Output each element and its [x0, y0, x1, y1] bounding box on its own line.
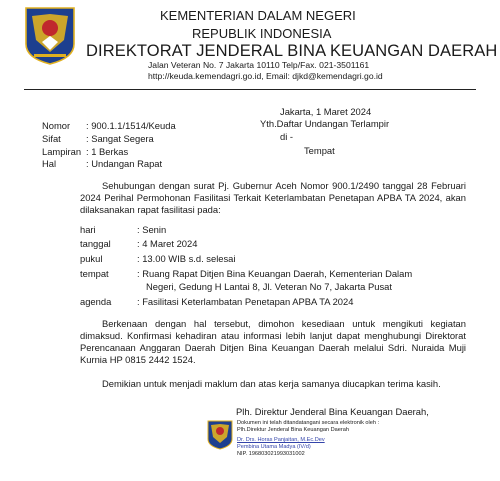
meta-label-lampiran: Lampiran — [42, 146, 82, 157]
detail-value-hari: : Senin — [137, 224, 167, 235]
signatory-nip: NIP. 196803021993031002 — [237, 451, 305, 457]
detail-label-pukul: pukul — [80, 253, 103, 264]
meta-label-hal: Hal — [42, 158, 57, 169]
ministry-name: KEMENTERIAN DALAM NEGERI — [160, 8, 356, 23]
signatory-rank: Pembina Utama Madya (IV/d) — [237, 444, 311, 450]
recipient-line: Yth.Daftar Undangan Terlampir — [260, 118, 390, 129]
country-name: REPUBLIK INDONESIA — [192, 26, 332, 41]
meta-value-hal: : Undangan Rapat — [86, 158, 163, 169]
meta-label-nomor: Nomor — [42, 120, 71, 131]
directorate-name: DIREKTORAT JENDERAL BINA KEUANGAN DAERAH — [86, 42, 498, 60]
meta-label-sifat: Sifat — [42, 133, 61, 144]
detail-value-tempat-cont: Negeri, Gedung H Lantai 8, Jl. Veteran No 7, Jakarta Pusat — [146, 281, 392, 292]
kemendagri-emblem-logo — [24, 6, 76, 66]
letter-date: Jakarta, 1 Maret 2024 — [280, 106, 372, 117]
address-line: Jalan Veteran No. 7 Jakarta 10110 Telp/Fax. 021-3501161 — [148, 60, 370, 70]
detail-label-hari: hari — [80, 224, 96, 235]
signature-emblem-icon — [207, 420, 233, 450]
recipient-di: di - — [280, 131, 294, 142]
detail-label-agenda: agenda — [80, 296, 112, 307]
body-paragraph-confirmation: Berkenaan dengan hal tersebut, dimohon kesediaan untuk mengikuti kegiatan dimaksud. Konfirmasi kehadiran atau informasi lebih lanjut dapat menghubungi Direktorat Perencanaan Anggaran Daerah Ditjen Bina Keuangan Daerah melalui Sdri. Nuraida Muji Kurnia HP 0815 2442 1524. — [80, 318, 466, 365]
recipient-place: Tempat — [304, 145, 335, 156]
detail-value-pukul: : 13.00 WIB s.d. selesai — [137, 253, 236, 264]
meta-value-nomor: : 900.1.1/1514/Keuda — [86, 120, 176, 131]
detail-label-tanggal: tanggal — [80, 238, 111, 249]
body-paragraph-intro: Sehubungan dengan surat Pj. Gubernur Aceh Nomor 900.1/2490 tanggal 28 Februari 2024 Perihal Permohonan Fasilitasi Terkait Keterlambatan Penetapan APBA TA 2024, akan dilaksanakan rapat fasilitasi pada: — [80, 180, 466, 215]
meta-value-lampiran: : 1 Berkas — [86, 146, 129, 157]
detail-value-agenda: : Fasilitasi Keterlambatan Penetapan APBA TA 2024 — [137, 296, 354, 307]
letterhead-divider — [24, 89, 476, 90]
detail-value-tempat: : Ruang Rapat Ditjen Bina Keuangan Daerah, Kementerian Dalam — [137, 268, 413, 279]
detail-value-tanggal: : 4 Maret 2024 — [137, 238, 198, 249]
signatory-title: Plh. Direktur Jenderal Bina Keuangan Daerah, — [236, 406, 429, 417]
web-email-line: http://keuda.kemendagri.go.id, Email: djkd@kemendagri.go.id — [148, 71, 383, 81]
meta-value-sifat: : Sangat Segera — [86, 133, 154, 144]
esign-office: Plh.Direktur Jenderal Bina Keuangan Daerah — [237, 427, 349, 433]
detail-label-tempat: tempat — [80, 268, 109, 279]
closing-sentence: Demikian untuk menjadi maklum dan atas kerja samanya diucapkan terima kasih. — [102, 378, 441, 389]
signatory-name: Dr. Drs. Horas Panjaitan, M.Ec.Dev — [237, 437, 325, 443]
esign-note: Dokumen ini telah ditandatangani secara elektronik oleh : — [237, 420, 380, 426]
